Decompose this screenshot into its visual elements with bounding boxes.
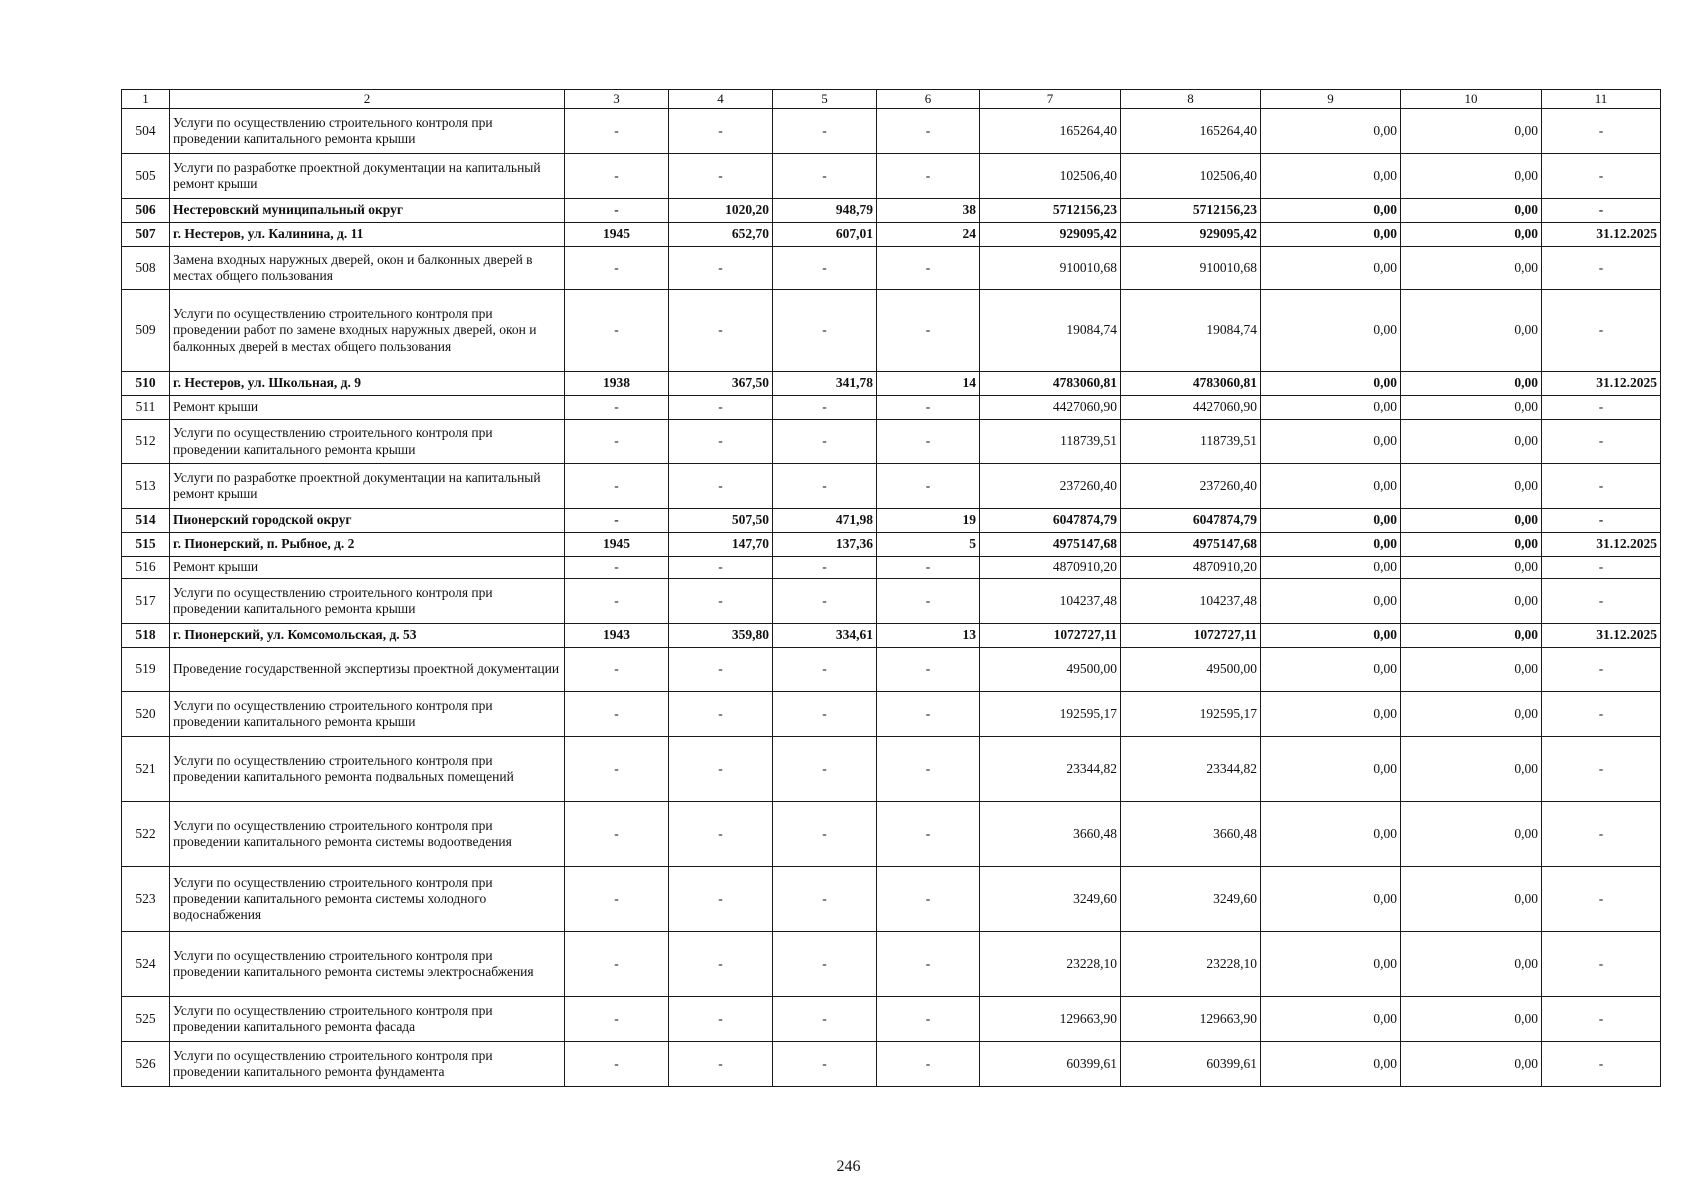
- value-cell: 23228,10: [980, 932, 1121, 997]
- value-cell: 607,01: [773, 223, 877, 247]
- value-cell: 0,00: [1401, 997, 1542, 1042]
- column-header: 6: [877, 90, 980, 109]
- value-cell: -: [669, 420, 773, 464]
- column-header: 8: [1121, 90, 1261, 109]
- value-cell: 3249,60: [1121, 867, 1261, 932]
- value-cell: 0,00: [1401, 420, 1542, 464]
- value-cell: -: [669, 109, 773, 154]
- value-cell: 165264,40: [980, 109, 1121, 154]
- value-cell: 102506,40: [1121, 154, 1261, 199]
- value-cell: -: [669, 557, 773, 579]
- value-cell: -: [877, 1042, 980, 1087]
- value-cell: 49500,00: [980, 648, 1121, 692]
- table-row: [122, 154, 1661, 199]
- row-number-cell: 510: [122, 372, 170, 396]
- item-name-cell: г. Нестеров, ул. Калинина, д. 11: [170, 223, 565, 247]
- value-cell: -: [877, 579, 980, 624]
- value-cell: 0,00: [1261, 372, 1401, 396]
- value-cell: 104237,48: [1121, 579, 1261, 624]
- value-cell: 948,79: [773, 199, 877, 223]
- value-cell: 31.12.2025: [1542, 223, 1661, 247]
- value-cell: -: [1542, 557, 1661, 579]
- table-row: [122, 509, 1661, 533]
- value-cell: 102506,40: [980, 154, 1121, 199]
- value-cell: 0,00: [1261, 579, 1401, 624]
- value-cell: 0,00: [1261, 509, 1401, 533]
- value-cell: 3660,48: [980, 802, 1121, 867]
- value-cell: -: [565, 420, 669, 464]
- value-cell: -: [565, 109, 669, 154]
- value-cell: -: [669, 247, 773, 290]
- value-cell: -: [1542, 396, 1661, 420]
- value-cell: 129663,90: [1121, 997, 1261, 1042]
- value-cell: -: [773, 802, 877, 867]
- value-cell: -: [773, 648, 877, 692]
- value-cell: -: [773, 247, 877, 290]
- value-cell: 0,00: [1261, 464, 1401, 509]
- item-name-cell: Ремонт крыши: [170, 557, 565, 579]
- table-row: [122, 802, 1661, 867]
- table-row: [122, 109, 1661, 154]
- value-cell: -: [877, 396, 980, 420]
- item-name-cell: Услуги по разработке проектной документации на капитальный ремонт крыши: [170, 154, 565, 199]
- value-cell: 0,00: [1401, 290, 1542, 372]
- value-cell: -: [877, 420, 980, 464]
- value-cell: 4975147,68: [980, 533, 1121, 557]
- value-cell: 0,00: [1261, 624, 1401, 648]
- value-cell: 1072727,11: [1121, 624, 1261, 648]
- value-cell: 507,50: [669, 509, 773, 533]
- table-row: [122, 247, 1661, 290]
- row-number-cell: 506: [122, 199, 170, 223]
- value-cell: 31.12.2025: [1542, 624, 1661, 648]
- item-name-cell: г. Нестеров, ул. Школьная, д. 9: [170, 372, 565, 396]
- value-cell: -: [877, 290, 980, 372]
- value-cell: -: [669, 396, 773, 420]
- table-row: [122, 464, 1661, 509]
- row-number-cell: 513: [122, 464, 170, 509]
- value-cell: 38: [877, 199, 980, 223]
- value-cell: 19084,74: [1121, 290, 1261, 372]
- column-header: 3: [565, 90, 669, 109]
- value-cell: -: [877, 932, 980, 997]
- table-row: [122, 396, 1661, 420]
- value-cell: -: [669, 802, 773, 867]
- value-cell: 0,00: [1261, 396, 1401, 420]
- document-sheet: [121, 89, 1660, 1087]
- row-number-cell: 522: [122, 802, 170, 867]
- value-cell: 1020,20: [669, 199, 773, 223]
- value-cell: 0,00: [1261, 290, 1401, 372]
- row-number-cell: 526: [122, 1042, 170, 1087]
- value-cell: 471,98: [773, 509, 877, 533]
- value-cell: -: [1542, 1042, 1661, 1087]
- value-cell: -: [773, 579, 877, 624]
- value-cell: -: [565, 290, 669, 372]
- column-header: 7: [980, 90, 1121, 109]
- value-cell: -: [1542, 509, 1661, 533]
- value-cell: 359,80: [669, 624, 773, 648]
- value-cell: 31.12.2025: [1542, 533, 1661, 557]
- value-cell: 5712156,23: [1121, 199, 1261, 223]
- row-number-cell: 518: [122, 624, 170, 648]
- value-cell: 19084,74: [980, 290, 1121, 372]
- value-cell: -: [669, 997, 773, 1042]
- value-cell: 652,70: [669, 223, 773, 247]
- value-cell: 0,00: [1401, 648, 1542, 692]
- value-cell: -: [565, 737, 669, 802]
- value-cell: 0,00: [1401, 372, 1542, 396]
- value-cell: -: [773, 867, 877, 932]
- value-cell: 341,78: [773, 372, 877, 396]
- value-cell: 118739,51: [1121, 420, 1261, 464]
- value-cell: 4427060,90: [1121, 396, 1261, 420]
- value-cell: 23344,82: [1121, 737, 1261, 802]
- value-cell: 0,00: [1401, 624, 1542, 648]
- item-name-cell: Услуги по осуществлению строительного контроля при проведении капитального ремонта системы электроснабжения: [170, 932, 565, 997]
- value-cell: -: [669, 932, 773, 997]
- table-row: [122, 932, 1661, 997]
- value-cell: 3249,60: [980, 867, 1121, 932]
- value-cell: 237260,40: [980, 464, 1121, 509]
- value-cell: 0,00: [1261, 247, 1401, 290]
- value-cell: 1938: [565, 372, 669, 396]
- value-cell: -: [877, 247, 980, 290]
- value-cell: 0,00: [1401, 932, 1542, 997]
- value-cell: 129663,90: [980, 997, 1121, 1042]
- value-cell: 4870910,20: [1121, 557, 1261, 579]
- value-cell: -: [565, 557, 669, 579]
- table-row: [122, 648, 1661, 692]
- value-cell: 0,00: [1261, 154, 1401, 199]
- value-cell: -: [565, 692, 669, 737]
- value-cell: -: [877, 997, 980, 1042]
- row-number-cell: 509: [122, 290, 170, 372]
- table-row: [122, 692, 1661, 737]
- value-cell: 23344,82: [980, 737, 1121, 802]
- value-cell: 0,00: [1401, 223, 1542, 247]
- table-body: [122, 109, 1661, 1087]
- value-cell: -: [877, 737, 980, 802]
- value-cell: -: [565, 867, 669, 932]
- column-header: 1: [122, 90, 170, 109]
- value-cell: -: [877, 464, 980, 509]
- table-row: [122, 372, 1661, 396]
- table-row: [122, 737, 1661, 802]
- value-cell: 0,00: [1261, 420, 1401, 464]
- table-row: [122, 199, 1661, 223]
- value-cell: 4783060,81: [980, 372, 1121, 396]
- value-cell: 60399,61: [980, 1042, 1121, 1087]
- value-cell: 0,00: [1401, 867, 1542, 932]
- item-name-cell: Услуги по разработке проектной документации на капитальный ремонт крыши: [170, 464, 565, 509]
- value-cell: 5: [877, 533, 980, 557]
- value-cell: -: [565, 579, 669, 624]
- value-cell: 0,00: [1261, 648, 1401, 692]
- item-name-cell: Замена входных наружных дверей, окон и балконных дверей в местах общего пользования: [170, 247, 565, 290]
- value-cell: -: [773, 692, 877, 737]
- value-cell: -: [1542, 464, 1661, 509]
- item-name-cell: Услуги по осуществлению строительного контроля при проведении капитального ремонта крыши: [170, 692, 565, 737]
- value-cell: -: [565, 247, 669, 290]
- value-cell: 0,00: [1401, 464, 1542, 509]
- value-cell: -: [669, 579, 773, 624]
- row-number-cell: 525: [122, 997, 170, 1042]
- value-cell: 1945: [565, 533, 669, 557]
- value-cell: 5712156,23: [980, 199, 1121, 223]
- row-number-cell: 508: [122, 247, 170, 290]
- value-cell: 0,00: [1401, 737, 1542, 802]
- value-cell: -: [877, 109, 980, 154]
- row-number-cell: 512: [122, 420, 170, 464]
- row-number-cell: 507: [122, 223, 170, 247]
- value-cell: 0,00: [1401, 154, 1542, 199]
- value-cell: 165264,40: [1121, 109, 1261, 154]
- value-cell: -: [565, 396, 669, 420]
- value-cell: 118739,51: [980, 420, 1121, 464]
- table-row: [122, 624, 1661, 648]
- table-row: [122, 867, 1661, 932]
- item-name-cell: Услуги по осуществлению строительного контроля при проведении капитального ремонта фундамента: [170, 1042, 565, 1087]
- value-cell: -: [877, 154, 980, 199]
- value-cell: -: [1542, 109, 1661, 154]
- table-row: [122, 420, 1661, 464]
- value-cell: 0,00: [1401, 557, 1542, 579]
- value-cell: 0,00: [1261, 932, 1401, 997]
- row-number-cell: 520: [122, 692, 170, 737]
- value-cell: 367,50: [669, 372, 773, 396]
- value-cell: 192595,17: [1121, 692, 1261, 737]
- value-cell: -: [773, 154, 877, 199]
- value-cell: 104237,48: [980, 579, 1121, 624]
- value-cell: 0,00: [1401, 396, 1542, 420]
- item-name-cell: Услуги по осуществлению строительного контроля при проведении капитального ремонта подвальных помещений: [170, 737, 565, 802]
- value-cell: 4870910,20: [980, 557, 1121, 579]
- value-cell: 0,00: [1261, 1042, 1401, 1087]
- value-cell: 19: [877, 509, 980, 533]
- value-cell: 137,36: [773, 533, 877, 557]
- value-cell: -: [669, 867, 773, 932]
- value-cell: 0,00: [1261, 802, 1401, 867]
- value-cell: 0,00: [1261, 223, 1401, 247]
- value-cell: -: [877, 867, 980, 932]
- row-number-cell: 505: [122, 154, 170, 199]
- value-cell: -: [773, 396, 877, 420]
- value-cell: 910010,68: [1121, 247, 1261, 290]
- value-cell: 0,00: [1261, 692, 1401, 737]
- row-number-cell: 523: [122, 867, 170, 932]
- value-cell: -: [773, 464, 877, 509]
- value-cell: 0,00: [1401, 579, 1542, 624]
- item-name-cell: г. Пионерский, п. Рыбное, д. 2: [170, 533, 565, 557]
- value-cell: 3660,48: [1121, 802, 1261, 867]
- value-cell: -: [565, 648, 669, 692]
- item-name-cell: Услуги по осуществлению строительного контроля при проведении капитального ремонта системы водоотведения: [170, 802, 565, 867]
- item-name-cell: Услуги по осуществлению строительного контроля при проведении капитального ремонта крыши: [170, 579, 565, 624]
- value-cell: -: [565, 154, 669, 199]
- column-header: 9: [1261, 90, 1401, 109]
- value-cell: -: [669, 737, 773, 802]
- value-cell: -: [669, 692, 773, 737]
- value-cell: 0,00: [1401, 109, 1542, 154]
- value-cell: 0,00: [1401, 199, 1542, 223]
- value-cell: -: [1542, 648, 1661, 692]
- value-cell: -: [773, 109, 877, 154]
- item-name-cell: Нестеровский муниципальный округ: [170, 199, 565, 223]
- value-cell: 0,00: [1261, 109, 1401, 154]
- value-cell: -: [1542, 802, 1661, 867]
- value-cell: 13: [877, 624, 980, 648]
- item-name-cell: Ремонт крыши: [170, 396, 565, 420]
- value-cell: 1072727,11: [980, 624, 1121, 648]
- row-number-cell: 521: [122, 737, 170, 802]
- value-cell: 4783060,81: [1121, 372, 1261, 396]
- value-cell: 14: [877, 372, 980, 396]
- value-cell: -: [669, 290, 773, 372]
- row-number-cell: 515: [122, 533, 170, 557]
- table-row: [122, 223, 1661, 247]
- value-cell: -: [773, 737, 877, 802]
- value-cell: -: [1542, 692, 1661, 737]
- value-cell: 0,00: [1401, 247, 1542, 290]
- value-cell: 4975147,68: [1121, 533, 1261, 557]
- column-header: 10: [1401, 90, 1542, 109]
- value-cell: -: [773, 932, 877, 997]
- value-cell: 910010,68: [980, 247, 1121, 290]
- value-cell: -: [1542, 579, 1661, 624]
- value-cell: 23228,10: [1121, 932, 1261, 997]
- value-cell: 1945: [565, 223, 669, 247]
- value-cell: 237260,40: [1121, 464, 1261, 509]
- value-cell: 0,00: [1401, 533, 1542, 557]
- item-name-cell: Услуги по осуществлению строительного контроля при проведении капитального ремонта фасада: [170, 997, 565, 1042]
- value-cell: -: [773, 557, 877, 579]
- column-header: 5: [773, 90, 877, 109]
- column-header: 2: [170, 90, 565, 109]
- value-cell: -: [565, 802, 669, 867]
- row-number-cell: 514: [122, 509, 170, 533]
- value-cell: 0,00: [1401, 692, 1542, 737]
- value-cell: 0,00: [1401, 509, 1542, 533]
- value-cell: 6047874,79: [980, 509, 1121, 533]
- value-cell: 6047874,79: [1121, 509, 1261, 533]
- row-number-cell: 511: [122, 396, 170, 420]
- value-cell: -: [1542, 290, 1661, 372]
- item-name-cell: Услуги по осуществлению строительного контроля при проведении капитального ремонта крыши: [170, 109, 565, 154]
- value-cell: -: [1542, 247, 1661, 290]
- value-cell: -: [565, 1042, 669, 1087]
- item-name-cell: Пионерский городской округ: [170, 509, 565, 533]
- value-cell: -: [1542, 997, 1661, 1042]
- value-cell: -: [1542, 867, 1661, 932]
- value-cell: 0,00: [1261, 997, 1401, 1042]
- value-cell: 334,61: [773, 624, 877, 648]
- value-cell: 31.12.2025: [1542, 372, 1661, 396]
- table-row: [122, 997, 1661, 1042]
- value-cell: -: [565, 199, 669, 223]
- value-cell: 0,00: [1261, 199, 1401, 223]
- value-cell: 4427060,90: [980, 396, 1121, 420]
- column-header: 4: [669, 90, 773, 109]
- value-cell: 49500,00: [1121, 648, 1261, 692]
- value-cell: -: [773, 420, 877, 464]
- value-cell: -: [669, 154, 773, 199]
- value-cell: 0,00: [1261, 867, 1401, 932]
- value-cell: -: [669, 648, 773, 692]
- value-cell: 0,00: [1261, 737, 1401, 802]
- column-header: 11: [1542, 90, 1661, 109]
- value-cell: 147,70: [669, 533, 773, 557]
- value-cell: -: [1542, 420, 1661, 464]
- value-cell: -: [565, 932, 669, 997]
- row-number-cell: 516: [122, 557, 170, 579]
- value-cell: 929095,42: [1121, 223, 1261, 247]
- value-cell: 0,00: [1261, 557, 1401, 579]
- value-cell: -: [773, 997, 877, 1042]
- value-cell: 60399,61: [1121, 1042, 1261, 1087]
- value-cell: -: [877, 648, 980, 692]
- item-name-cell: Услуги по осуществлению строительного контроля при проведении работ по замене входных наружных дверей, окон и балконных дверей в местах общего пользования: [170, 290, 565, 372]
- value-cell: -: [565, 509, 669, 533]
- value-cell: 24: [877, 223, 980, 247]
- value-cell: -: [877, 557, 980, 579]
- value-cell: -: [877, 802, 980, 867]
- table-row: [122, 557, 1661, 579]
- item-name-cell: Проведение государственной экспертизы проектной документации: [170, 648, 565, 692]
- value-cell: -: [1542, 932, 1661, 997]
- row-number-cell: 504: [122, 109, 170, 154]
- value-cell: -: [773, 1042, 877, 1087]
- table-row: [122, 579, 1661, 624]
- item-name-cell: г. Пионерский, ул. Комсомольская, д. 53: [170, 624, 565, 648]
- value-cell: 192595,17: [980, 692, 1121, 737]
- table-row: [122, 290, 1661, 372]
- value-cell: 0,00: [1261, 533, 1401, 557]
- item-name-cell: Услуги по осуществлению строительного контроля при проведении капитального ремонта крыши: [170, 420, 565, 464]
- row-number-cell: 517: [122, 579, 170, 624]
- column-number-header: [122, 90, 1661, 109]
- value-cell: 0,00: [1401, 1042, 1542, 1087]
- value-cell: -: [669, 1042, 773, 1087]
- item-name-cell: Услуги по осуществлению строительного контроля при проведении капитального ремонта системы холодного водоснабжения: [170, 867, 565, 932]
- value-cell: -: [565, 997, 669, 1042]
- value-cell: -: [669, 464, 773, 509]
- capital-repair-table: [121, 89, 1661, 1087]
- value-cell: 1943: [565, 624, 669, 648]
- value-cell: -: [1542, 154, 1661, 199]
- table-row: [122, 533, 1661, 557]
- value-cell: 929095,42: [980, 223, 1121, 247]
- value-cell: -: [1542, 199, 1661, 223]
- value-cell: -: [773, 290, 877, 372]
- value-cell: -: [1542, 737, 1661, 802]
- row-number-cell: 524: [122, 932, 170, 997]
- row-number-cell: 519: [122, 648, 170, 692]
- value-cell: -: [565, 464, 669, 509]
- page-number: 246: [836, 1158, 861, 1175]
- table-row: [122, 1042, 1661, 1087]
- value-cell: 0,00: [1401, 802, 1542, 867]
- value-cell: -: [877, 692, 980, 737]
